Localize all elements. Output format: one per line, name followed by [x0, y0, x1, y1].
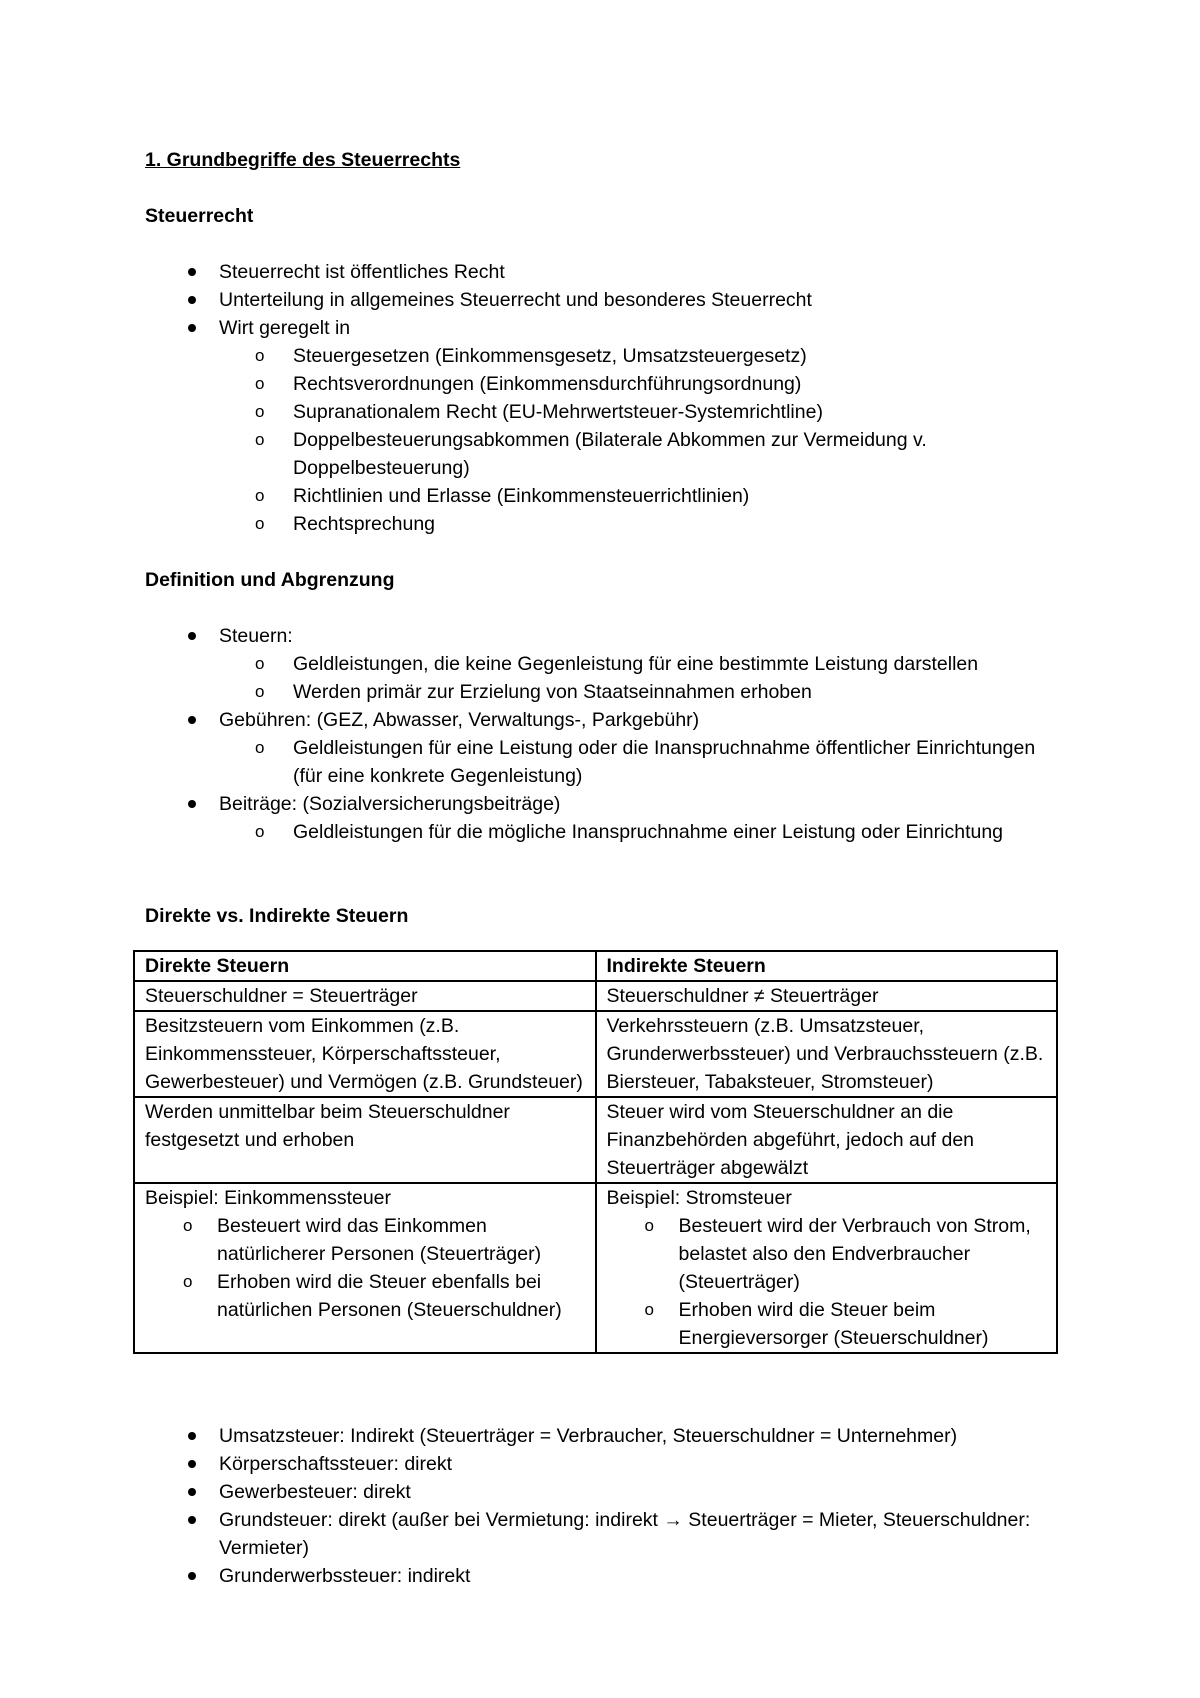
sub-list-item: o Richtlinien und Erlasse (Einkommensteuerrichtlinien): [145, 482, 1065, 510]
bullet-icon: [188, 296, 196, 304]
list-item: Gebühren: (GEZ, Abwasser, Verwaltungs-, Parkgebühr) o Geldleistungen für eine Leistung oder die Inanspruchnahme öffentlicher Einrichtungen (für eine konkrete Gegenleistung): [145, 706, 1065, 790]
list-item: Beiträge: (Sozialversicherungsbeiträge) o Geldleistungen für die mögliche Inanspruchnahme einer Leistung oder Einrichtung: [145, 790, 1065, 846]
example-list-item: o Besteuert wird das Einkommen natürlicherer Personen (Steuerträger): [145, 1212, 585, 1268]
steuerrecht-list: [145, 258, 1065, 538]
sub-list-item: o Werden primär zur Erzielung von Staatseinnahmen erhoben: [145, 678, 1065, 706]
table-cell-example-left: [134, 1183, 596, 1353]
document-body: [145, 146, 1065, 930]
example-list-item: o Erhoben wird die Steuer beim Energieversorger (Steuerschuldner): [607, 1296, 1047, 1352]
sub-list: [219, 342, 1065, 538]
table-header-cell: Direkte Steuern: [134, 951, 596, 981]
section-title-definition: Definition und Abgrenzung: [145, 569, 395, 591]
list-item: Körperschaftssteuer: direkt: [145, 1450, 1065, 1478]
table-cell: Steuerschuldner = Steuerträger: [134, 981, 596, 1011]
bullet-icon: [188, 1460, 196, 1468]
sub-list-item: o Steuergesetzen (Einkommensgesetz, Umsatzsteuergesetz): [145, 342, 1065, 370]
tax-classification-list: [145, 1422, 1065, 1590]
table-cell: Steuer wird vom Steuerschuldner an die Finanzbehörden abgeführt, jedoch auf den Steuerträger abgewälzt: [596, 1097, 1058, 1183]
bullet-icon: [188, 268, 196, 276]
section-title-direkt: Direkte vs. Indirekte Steuern: [145, 905, 409, 927]
circle-bullet-icon: o: [255, 654, 265, 673]
list-item: Grunderwerbssteuer: indirekt: [145, 1562, 1065, 1590]
definition-list: [145, 622, 1065, 846]
circle-bullet-icon: o: [255, 682, 265, 701]
table-cell-example-right: [596, 1183, 1058, 1353]
circle-bullet-icon: o: [255, 486, 265, 505]
list-item: Unterteilung in allgemeines Steuerrecht und besonderes Steuerrecht: [145, 286, 1065, 314]
bullet-icon: [188, 800, 196, 808]
circle-bullet-icon: o: [183, 1272, 193, 1291]
example-list: [145, 1212, 585, 1324]
list-item: Wirt geregelt in o Steuergesetzen (Einkommensgesetz, Umsatzsteuergesetz) o Rechtsverordnungen (Einkommensdurchführungsordnung) o Supranationalem Recht (EU-Mehrwertsteuer-Systemrichtline) o Doppelbesteuerungsabkommen (Bilaterale Abkommen zur Vermeidung v. Doppelbesteuerung) o Richtlinien und Erlasse (Einkommensteuerrichtlinien) o Rechtsprechung: [145, 314, 1065, 538]
sub-list-item: o Geldleistungen, die keine Gegenleistung für eine bestimmte Leistung darstellen: [145, 650, 1065, 678]
example-label: Beispiel: Einkommenssteuer: [145, 1187, 392, 1209]
table-cell: Steuerschuldner ≠ Steuerträger: [596, 981, 1058, 1011]
document-heading: 1. Grundbegriffe des Steuerrechts: [145, 149, 461, 171]
comparison-table: [133, 950, 1058, 1354]
sub-list-item: o Supranationalem Recht (EU-Mehrwertsteuer-Systemrichtline): [145, 398, 1065, 426]
table-row: [134, 1011, 1057, 1097]
circle-bullet-icon: o: [255, 738, 265, 757]
bullet-icon: [188, 324, 196, 332]
circle-bullet-icon: o: [255, 346, 265, 365]
circle-bullet-icon: o: [644, 1300, 654, 1319]
sub-list: [219, 818, 1065, 846]
circle-bullet-icon: o: [183, 1216, 193, 1235]
table-row: [134, 1183, 1057, 1353]
circle-bullet-icon: o: [255, 822, 265, 841]
sub-list: [219, 734, 1065, 790]
circle-bullet-icon: o: [255, 514, 265, 533]
table-cell: Besitzsteuern vom Einkommen (z.B. Einkommenssteuer, Körperschaftssteuer, Gewerbesteuer) und Vermögen (z.B. Grundsteuer): [134, 1011, 596, 1097]
bullet-icon: [188, 1516, 196, 1524]
circle-bullet-icon: o: [255, 402, 265, 421]
table-header-row: [134, 951, 1057, 981]
list-item: Steuern: o Geldleistungen, die keine Gegenleistung für eine bestimmte Leistung darstellen o Werden primär zur Erzielung von Staatseinnahmen erhoben: [145, 622, 1065, 706]
circle-bullet-icon: o: [255, 430, 265, 449]
table-row: [134, 981, 1057, 1011]
sub-list-item: o Geldleistungen für eine Leistung oder die Inanspruchnahme öffentlicher Einrichtungen (für eine konkrete Gegenleistung): [145, 734, 1065, 790]
example-label: Beispiel: Stromsteuer: [606, 1187, 792, 1209]
table-header-cell: Indirekte Steuern: [596, 951, 1058, 981]
list-item: Umsatzsteuer: Indirekt (Steuerträger = Verbraucher, Steuerschuldner = Unternehmer): [145, 1422, 1065, 1450]
sub-list: [219, 650, 1065, 706]
table-row: [134, 1097, 1057, 1183]
list-item: Gewerbesteuer: direkt: [145, 1478, 1065, 1506]
sub-list-item: o Rechtsverordnungen (Einkommensdurchführungsordnung): [145, 370, 1065, 398]
section-title-steuerrecht: Steuerrecht: [145, 205, 254, 227]
table-cell: Werden unmittelbar beim Steuerschuldner festgesetzt und erhoben: [134, 1097, 596, 1183]
table-cell: Verkehrssteuern (z.B. Umsatzsteuer, Grunderwerbssteuer) und Verbrauchssteuern (z.B. Biersteuer, Tabaksteuer, Stromsteuer): [596, 1011, 1058, 1097]
example-list: [607, 1212, 1047, 1352]
bullet-icon: [188, 1488, 196, 1496]
bullet-icon: [188, 716, 196, 724]
bottom-section: [145, 1422, 1065, 1590]
bullet-icon: [188, 632, 196, 640]
sub-list-item: o Rechtsprechung: [145, 510, 1065, 538]
example-list-item: o Erhoben wird die Steuer ebenfalls bei natürlichen Personen (Steuerschuldner): [145, 1268, 585, 1324]
list-item: Steuerrecht ist öffentliches Recht: [145, 258, 1065, 286]
example-list-item: o Besteuert wird der Verbrauch von Strom, belastet also den Endverbraucher (Steuerträger): [607, 1212, 1047, 1296]
circle-bullet-icon: o: [255, 374, 265, 393]
circle-bullet-icon: o: [644, 1216, 654, 1235]
bullet-icon: [188, 1572, 196, 1580]
sub-list-item: o Doppelbesteuerungsabkommen (Bilaterale Abkommen zur Vermeidung v. Doppelbesteuerung): [145, 426, 1065, 482]
sub-list-item: o Geldleistungen für die mögliche Inanspruchnahme einer Leistung oder Einrichtung: [145, 818, 1065, 846]
bullet-icon: [188, 1432, 196, 1440]
list-item: Grundsteuer: direkt (außer bei Vermietung: indirekt → Steuerträger = Mieter, Steuerschuldner: Vermieter): [145, 1506, 1065, 1562]
